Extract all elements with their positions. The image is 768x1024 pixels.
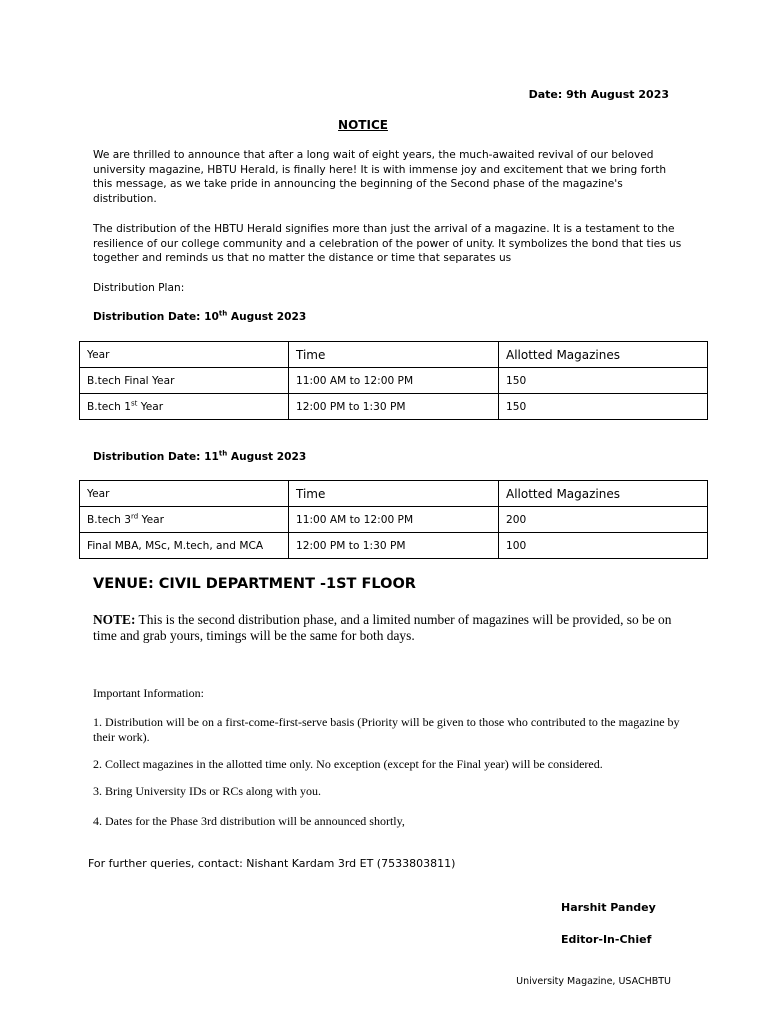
note-label: NOTE: xyxy=(93,612,136,627)
cell-year: B.tech 3rd Year xyxy=(80,507,289,533)
cell-count: 100 xyxy=(499,533,708,559)
distribution-plan-label: Distribution Plan: xyxy=(93,282,185,294)
cell-count: 150 xyxy=(499,368,708,394)
header-year: Year xyxy=(80,481,289,507)
table-header-row xyxy=(80,481,708,507)
note-paragraph xyxy=(93,612,683,643)
header-allotted: Allotted Magazines xyxy=(499,342,708,368)
signature-role: Editor-In-Chief xyxy=(561,933,652,946)
cell-time: 11:00 AM to 12:00 PM xyxy=(289,368,499,394)
venue-heading: VENUE: CIVIL DEPARTMENT -1ST FLOOR xyxy=(93,576,416,592)
notice-title: NOTICE xyxy=(338,118,388,132)
header-year: Year xyxy=(80,342,289,368)
cell-time: 11:00 AM to 12:00 PM xyxy=(289,507,499,533)
significance-paragraph: The distribution of the HBTU Herald signifies more than just the arrival of a magazine. It is a testament to the resilience of our college community and a celebration of the power of unity. It symbolizes the bond that ties us together and reminds us that no matter the distance or time that separates us xyxy=(93,223,682,265)
signature-name: Harshit Pandey xyxy=(561,901,656,914)
list-item: 1. Distribution will be on a first-come-first-serve basis (Priority will be given to those who contributed to the magazine by their work). xyxy=(93,715,680,744)
header-allotted: Allotted Magazines xyxy=(499,481,708,507)
table-row xyxy=(80,394,708,420)
cell-count: 200 xyxy=(499,507,708,533)
notice-date: Date: 9th August 2023 xyxy=(528,88,669,101)
cell-count: 150 xyxy=(499,394,708,420)
header-time: Time xyxy=(289,342,499,368)
cell-year: Final MBA, MSc, M.tech, and MCA xyxy=(80,533,289,559)
cell-year: B.tech 1st Year xyxy=(80,394,289,420)
schedule-table-day2 xyxy=(79,480,708,559)
list-item: 3. Bring University IDs or RCs along with you. xyxy=(93,784,321,798)
table-header-row xyxy=(80,342,708,368)
table-row xyxy=(80,533,708,559)
intro-paragraph: We are thrilled to announce that after a long wait of eight years, the much-awaited revival of our beloved university magazine, HBTU Herald, is finally here! It is with immense joy and excitement that we bring forth this message, as we take pride in announcing the beginning of the Second phase of the magazine's distribution. xyxy=(93,149,667,205)
note-text: This is the second distribution phase, and a limited number of magazines will be provided, so be on time and grab yours, timings will be the same for both days. xyxy=(93,612,672,643)
list-item: 2. Collect magazines in the allotted time only. No exception (except for the Final year) will be considered. xyxy=(93,757,603,771)
table-row xyxy=(80,507,708,533)
table-row xyxy=(80,368,708,394)
header-time: Time xyxy=(289,481,499,507)
important-info-title: Important Information: xyxy=(93,686,204,700)
cell-time: 12:00 PM to 1:30 PM xyxy=(289,394,499,420)
cell-time: 12:00 PM to 1:30 PM xyxy=(289,533,499,559)
distribution-date-day2: Distribution Date: 11th August 2023 xyxy=(93,449,307,463)
contact-line: For further queries, contact: Nishant Kardam 3rd ET (7533803811) xyxy=(88,857,456,870)
list-item: 4. Dates for the Phase 3rd distribution will be announced shortly, xyxy=(93,814,405,828)
cell-year: B.tech Final Year xyxy=(80,368,289,394)
distribution-date-day1: Distribution Date: 10th August 2023 xyxy=(93,309,307,323)
schedule-table-day1 xyxy=(79,341,708,420)
page-footer: University Magazine, USACHBTU xyxy=(516,976,671,987)
